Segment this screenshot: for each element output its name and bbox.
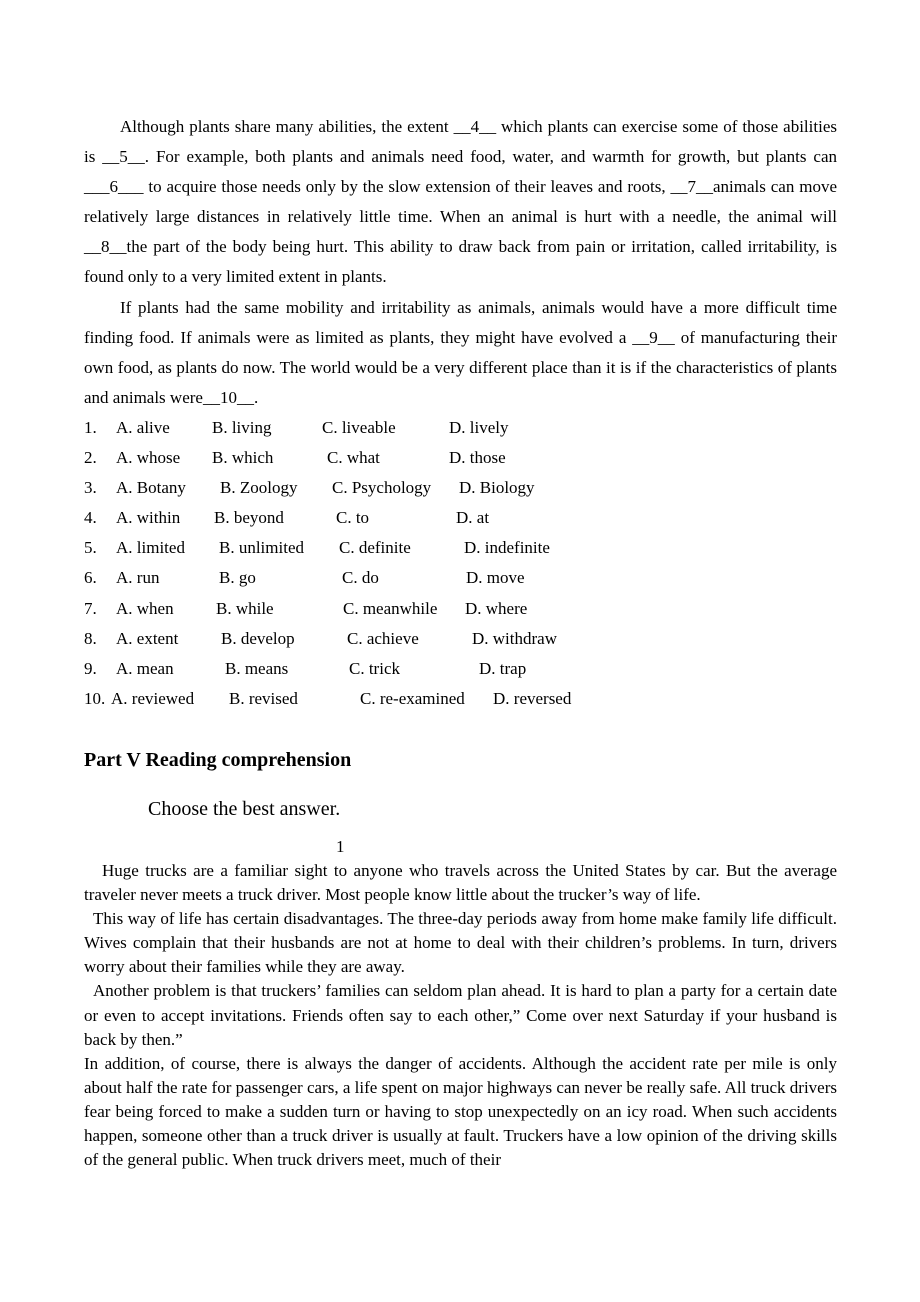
instruction-text: Choose the best answer. (148, 798, 341, 820)
option-b: B. living (212, 418, 272, 437)
question-number: 7. (84, 598, 97, 618)
section-heading: Part V Reading comprehension (84, 749, 352, 771)
option-c: C. trick (349, 658, 400, 678)
passage-number: 1 (336, 837, 345, 856)
option-c: C. meanwhile (343, 598, 438, 618)
option-b: B. means (225, 658, 289, 678)
option-c: C. re-examined (360, 688, 465, 708)
option-a: A. within (116, 508, 181, 528)
option-a: A. Botany (116, 478, 186, 498)
option-a: A. extent (116, 628, 179, 648)
option-a: A. mean (116, 658, 174, 678)
option-c: C. definite (339, 538, 411, 558)
cloze-paragraph: If plants had the same mobility and irritability as animals, animals would have a more difficult time finding food. If animals were as limited as plants, they might have evolved a __9__ of manufacturing their own food, as plants do now. The world would be a very different place than it is if the characteristics of plants and animals were__10__. (84, 297, 837, 407)
option-d: D. where (465, 598, 528, 618)
option-d: D. trap (479, 658, 527, 678)
option-a: A. alive (116, 418, 170, 437)
question-number: 1. (84, 418, 97, 437)
option-a: A. when (116, 598, 174, 618)
option-c: C. achieve (347, 628, 419, 648)
option-a: A. whose (116, 448, 181, 468)
option-c: C. what (327, 448, 380, 468)
option-d: D. withdraw (472, 628, 557, 648)
option-d: D. at (456, 508, 490, 528)
question-number: 8. (84, 628, 97, 648)
question-number: 2. (84, 448, 97, 468)
question-number: 5. (84, 538, 97, 558)
option-d: D. indefinite (464, 538, 550, 558)
option-d: D. lively (449, 418, 509, 437)
option-b: B. develop (221, 628, 295, 648)
option-b: B. while (216, 598, 274, 618)
option-d: D. those (449, 448, 506, 468)
option-a: A. limited (116, 538, 185, 558)
question-number: 10. (84, 688, 106, 708)
option-c: C. do (342, 568, 379, 588)
reading-paragraph: Huge trucks are a familiar sight to anyone who travels across the United States by car. But the average traveler never meets a truck driver. Most people know little about the trucker’s way of life. (84, 861, 837, 905)
question-number: 4. (84, 508, 97, 528)
question-number: 9. (84, 658, 97, 678)
cloze-passage (84, 112, 837, 413)
option-c: C. liveable (322, 418, 396, 437)
reading-paragraph: Another problem is that truckers’ families can seldom plan ahead. It is hard to plan a party for a certain date or even to accept invitations. Friends often say to each other,” Come over next Saturday if your husband is back by then.” (84, 981, 837, 1049)
reading-paragraph: In addition, of course, there is always the danger of accidents. Although the accident rate per mile is only about half the rate for passenger cars, a life spent on major highways can never be really safe. All truck drivers fear being forced to make a sudden turn or having to stop unexpectedly on an icy road. When such accidents happen, someone other than a truck driver is usually at fault. Truckers have a low opinion of the driving skills of the general public. When truck drivers meet, much of their (84, 1053, 837, 1170)
cloze-paragraph: Although plants share many abilities, the extent __4__ which plants can exercise some of those abilities is __5__. For example, both plants and animals need food, water, and warmth for growth, but plants can ___6___ to acquire those needs only by the slow extension of their leaves and roots, __7__animals can move relatively large distances in relatively little time. When an animal is hurt with a needle, the animal will __8__the part of the body being hurt. This ability to draw back from pain or irritation, called irritability, is found only to a very limited extent in plants. (84, 117, 837, 287)
question-number: 6. (84, 568, 97, 588)
option-b: B. Zoology (220, 478, 298, 498)
option-b: B. unlimited (219, 538, 304, 558)
reading-passage (84, 859, 837, 1172)
option-c: C. to (336, 508, 370, 528)
option-b: B. go (219, 568, 256, 588)
reading-paragraph: This way of life has certain disadvantages. The three-day periods away from home make family life difficult. Wives complain that their husbands are not at home to deal with their children’s problems. In turn, drivers worry about their families while they are away. (84, 909, 837, 977)
option-b: B. beyond (214, 508, 284, 528)
question-number: 3. (84, 478, 97, 498)
option-b: B. which (212, 448, 274, 468)
option-a: A. reviewed (111, 688, 195, 708)
option-b: B. revised (229, 688, 298, 708)
option-d: D. Biology (459, 478, 535, 498)
option-d: D. reversed (493, 688, 572, 708)
option-a: A. run (116, 568, 160, 588)
option-c: C. Psychology (332, 478, 432, 498)
option-d: D. move (466, 568, 525, 588)
